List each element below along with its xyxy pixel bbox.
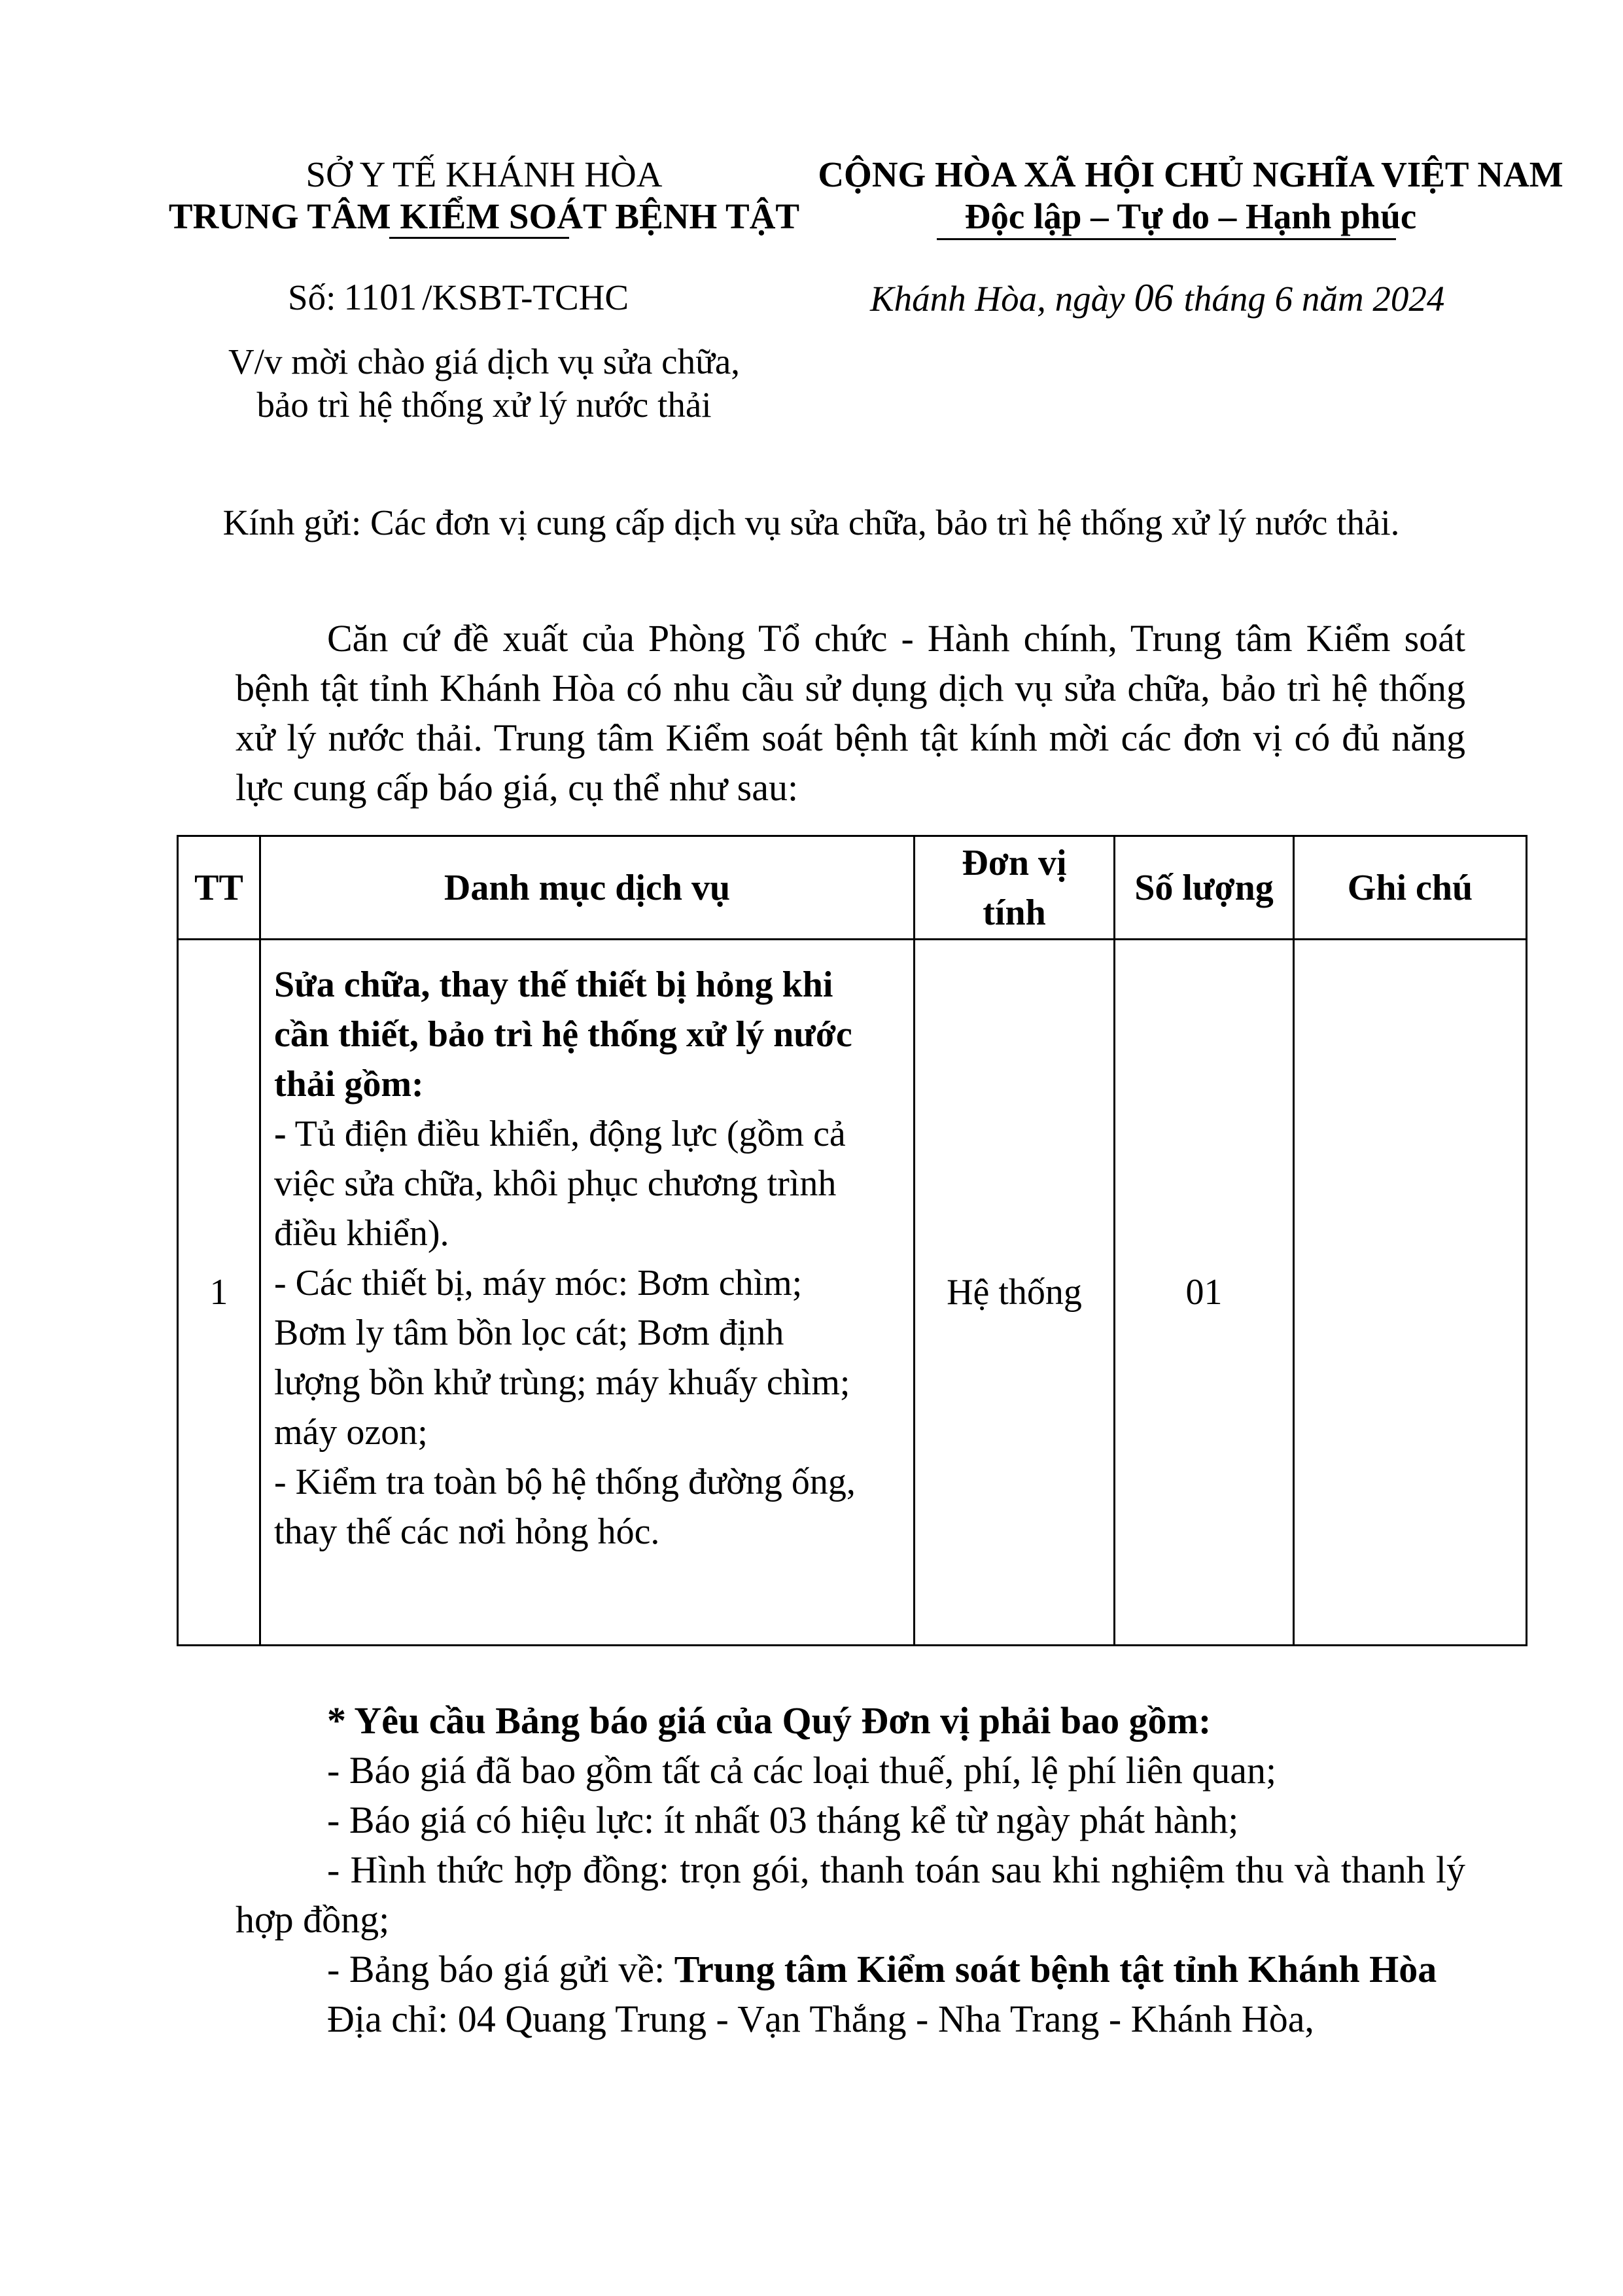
date-prefix: Khánh Hòa, ngày (870, 279, 1125, 319)
header-left-underline (389, 237, 569, 239)
service-title-line-3: thải gồm: (274, 1064, 424, 1104)
service-title-line-1: Sửa chữa, thay thế thiết bị hỏng khi (274, 964, 833, 1005)
document-number (288, 276, 629, 319)
requirement-item-4 (327, 1945, 1437, 1994)
intro-line-2: bệnh tật tỉnh Khánh Hòa có nhu cầu sử dụng dịch vụ sửa chữa, bảo trì hệ thống (236, 667, 1465, 709)
document-number-prefix: Số: (288, 277, 336, 317)
agency-name: SỞ Y TẾ KHÁNH HÒA (305, 154, 663, 194)
header-unit-line-2: tính (983, 892, 1046, 933)
cell-quantity: 01 (1115, 940, 1294, 1646)
service-item-1-line-2: việc sửa chữa, khôi phục chương trình (274, 1163, 837, 1204)
subject-line-2: bảo trì hệ thống xử lý nước thải (256, 385, 712, 425)
requirement-item-1: - Báo giá đã bao gồm tất cả các loại thuế, phí, lệ phí liên quan; (327, 1749, 1277, 1792)
requirement-item-4-prefix: - Bảng báo giá gửi về: (327, 1948, 674, 1990)
intro-line-3: xử lý nước thải. Trung tâm Kiểm soát bệnh tật kính mời các đơn vị có đủ năng (236, 716, 1465, 759)
service-item-1-text: Tủ điện điều khiển, động lực (gồm cả (286, 1114, 846, 1154)
header-right-underline (937, 238, 1396, 240)
service-item-1-dash: - (274, 1114, 287, 1154)
service-item-1-line-3: điều khiển). (274, 1213, 449, 1254)
center-name: TRUNG TÂM KIỂM SOÁT BỆNH TẬT (168, 196, 800, 236)
cell-tt: 1 (178, 940, 260, 1646)
date-day: 06 (1134, 276, 1174, 319)
republic-title: CỘNG HÒA XÃ HỘI CHỦ NGHĨA VIỆT NAM (818, 154, 1563, 194)
table-row (178, 940, 1527, 1646)
service-item-2-line-2: Bơm ly tâm bồn lọc cát; Bơm định (274, 1313, 784, 1353)
requirement-item-3-line-2: hợp đồng; (236, 1898, 390, 1941)
header-quantity: Số lượng (1115, 836, 1294, 940)
service-table (177, 835, 1527, 1646)
document-number-suffix: /KSBT-TCHC (422, 277, 629, 317)
service-item-3-line-1: - Kiểm tra toàn bộ hệ thống đường ống, (274, 1462, 856, 1502)
service-item-3-line-2: thay thế các nơi hỏng hóc. (274, 1511, 660, 1552)
requirement-item-3-line-1: - Hình thức hợp đồng: trọn gói, thanh toán sau khi nghiệm thu và thanh lý (327, 1848, 1465, 1891)
document-date (870, 276, 1444, 321)
service-item-1-line-1 (274, 1109, 900, 1159)
document-subject (150, 340, 818, 427)
header-note: Ghi chú (1294, 836, 1527, 940)
national-motto: Độc lập – Tự do – Hạnh phúc (964, 196, 1417, 236)
header-unit (915, 836, 1115, 940)
header-unit-line-1: Đơn vị (962, 842, 1067, 883)
cell-note (1294, 940, 1527, 1646)
header-tt: TT (178, 836, 260, 940)
date-suffix: tháng 6 năm 2024 (1183, 279, 1445, 319)
intro-line-1: Căn cứ đề xuất của Phòng Tổ chức - Hành chính, Trung tâm Kiểm soát (327, 617, 1465, 660)
header-service: Danh mục dịch vụ (260, 836, 915, 940)
table-header-row (178, 836, 1527, 940)
intro-line-4: lực cung cấp báo giá, cụ thể như sau: (236, 766, 799, 809)
service-item-2-line-1: - Các thiết bị, máy móc: Bơm chìm; (274, 1263, 803, 1303)
cell-unit: Hệ thống (915, 940, 1115, 1646)
subject-line-1: V/v mời chào giá dịch vụ sửa chữa, (228, 342, 741, 381)
cell-service-description (260, 940, 915, 1646)
recipient-line: Kính gửi: Các đơn vị cung cấp dịch vụ sửa chữa, bảo trì hệ thống xử lý nước thải. (222, 503, 1400, 542)
service-item-2-line-3: lượng bồn khử trùng; máy khuấy chìm; (274, 1362, 850, 1403)
service-title-line-2: cần thiết, bảo trì hệ thống xử lý nước (274, 1014, 852, 1055)
requirement-item-4-recipient: Trung tâm Kiểm soát bệnh tật tỉnh Khánh Hòa (674, 1948, 1437, 1990)
requirements-heading: * Yêu cầu Bảng báo giá của Quý Đơn vị phải bao gồm: (327, 1699, 1212, 1742)
document-number-value: 1101 (343, 277, 417, 318)
requirement-item-2: - Báo giá có hiệu lực: ít nhất 03 tháng kể từ ngày phát hành; (327, 1799, 1239, 1841)
service-item-2-line-4: máy ozon; (274, 1412, 428, 1453)
recipient-address: Địa chỉ: 04 Quang Trung - Vạn Thắng - Nha Trang - Khánh Hòa, (327, 1998, 1314, 2040)
